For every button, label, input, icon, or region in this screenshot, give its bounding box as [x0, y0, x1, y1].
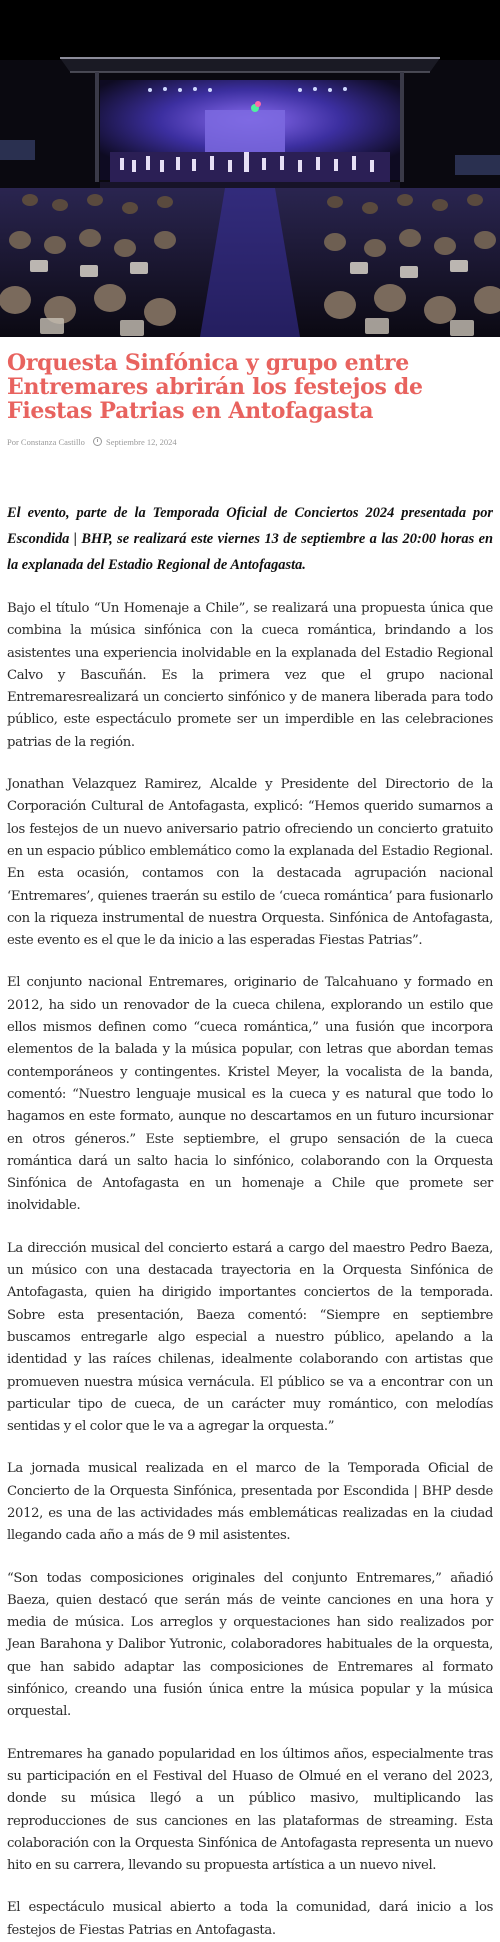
- clock-icon: [93, 437, 102, 446]
- hero-image: [0, 0, 500, 337]
- publish-date: Septiembre 12, 2024: [106, 437, 177, 447]
- article-paragraph: Bajo el título “Un Homenaje a Chile”, se realizará una propuesta única que combina la música sinfónica con la cueca romántica, brindando a los asistentes una experiencia inolvidable en la explanada del Estadio Regional Calvo y Bascuñán. Es la primera vez que el grupo nacional Entremaresrealizará un concierto sinfónico y de manera liberada para todo público, este espectáculo promete ser un imperdible en las celebraciones patrias de la región.: [7, 601, 493, 750]
- date-info: [93, 437, 177, 447]
- article-paragraph: El conjunto nacional Entremares, originario de Talcahuano y formado en 2012, ha sido un renovador de la cueca chilena, explorando un estilo que ellos mismos definen como “cueca romántica,” una fusión que incorpora elementos de la balada y la música popular, con letras que abordan temas contemporáneos y contingentes. Kristel Meyer, la vocalista de la banda, comentó: “Nuestro lenguaje musical es la cueca y es natural que todo lo hagamos en este formato, aunque no descartamos en un futuro incursionar en otros géneros.” Este septiembre, el grupo sensación de la cueca romántica dará un salto hacia lo sinfónico, colaborando con la Orquesta Sinfónica de Antofagasta en un homenaje a Chile que promete ser inolvidable.: [7, 975, 493, 1214]
- author-link[interactable]: Por Constanza Castillo: [7, 437, 85, 447]
- article-paragraph: La jornada musical realizada en el marco de la Temporada Oficial de Concierto de la Orquesta Sinfónica, presentada por Escondida | BHP desde 2012, es una de las actividades más emblemáticas realizadas en la ciudad llegando cada año a más de 9 mil asistentes.: [7, 1461, 493, 1544]
- article-paragraph: El espectáculo musical abierto a toda la comunidad, dará inicio a los festejos de Fiestas Patrias en Antofagasta.: [7, 1900, 493, 1938]
- article-title: Orquesta Sinfónica y grupo entre Entremares abrirán los festejos de Fiestas Patrias en Antofagasta: [7, 350, 423, 424]
- article-paragraph: “Son todas composiciones originales del conjunto Entremares,” añadió Baeza, quien destacó que serán más de veinte canciones en una hora y media de música. Los arreglos y orquestaciones han sido realizados por Jean Barahona y Dalibor Yutronic, colaboradores habituales de la orquesta, que han sabido adaptar las composiciones de Entremares al formato sinfónico, creando una fusión única entre la música popular y la música orquestal.: [7, 1570, 493, 1720]
- article-paragraph: La dirección musical del concierto estará a cargo del maestro Pedro Baeza, un músico con una destacada trayectoria en la Orquesta Sinfónica de Antofagasta, quien ha dirigido importantes conciertos de la temporada. Sobre esta presentación, Baeza comentó: “Siempre en septiembre buscamos entregarle algo especial a nuestro público, apelando a la identidad y las raíces chilenas, idealmente colaborando con artistas que promueven nuestra música vernácula. El público se va a encontrar con un particular tipo de cueca, de un carácter muy romántico, con melodías sentidas y el color que le va a agregar la orquesta.”: [7, 1240, 493, 1435]
- article-lead: El evento, parte de la Temporada Oficial de Conciertos 2024 presentada por Escondida | BHP, se realizará este viernes 13 de septiembre a las 20:00 horas en la explanada del Estadio Regional de Antofagasta.: [7, 505, 493, 573]
- article-paragraph: Entremares ha ganado popularidad en los últimos años, especialmente tras su participación en el Festival del Huaso de Olmué en el verano del 2023, donde su música llegó a un público masivo, multiplicando las reproducciones de sus canciones en las plataformas de streaming. Esta colaboración con la Orquesta Sinfónica de Antofagasta representa un nuevo hito en su carrera, llevando su propuesta artística a un nuevo nivel.: [7, 1746, 493, 1874]
- concert-photo-icon: [0, 0, 500, 337]
- article-meta: [7, 437, 493, 447]
- article: [7, 337, 493, 1942]
- article-paragraph: Jonathan Velazquez Ramirez, Alcalde y Presidente del Directorio de la Corporación Cultural de Antofagasta, explicó: “Hemos querido sumarnos a los festejos de un nuevo aniversario patrio ofreciendo un concierto gratuito en un espacio público emblemático como la explanada del Estadio Regional. En esta ocasión, contamos con la destacada agrupación nacional ‘Entremares’, quienes traerán su estilo de ‘cueca romántica’ para fusionarlo con la riqueza instrumental de nuestra Orquesta. Sinfónica de Antofagasta, este evento es el que le da inicio a las esperadas Fiestas Patrias”.: [7, 777, 493, 949]
